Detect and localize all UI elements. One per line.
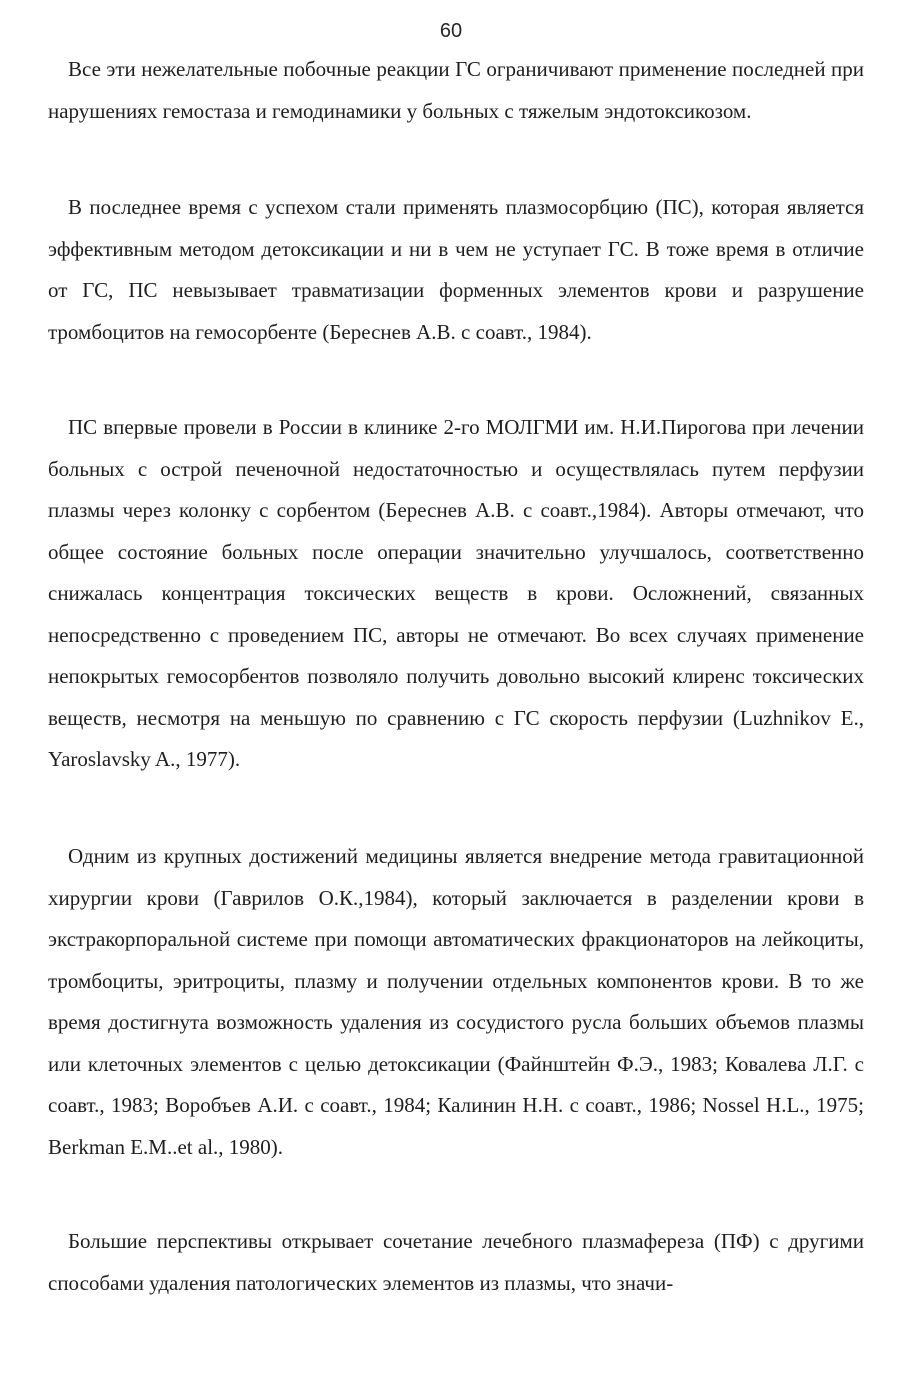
paragraph-plasmapheresis: Большие перспективы открывает сочетание лечебного плазмафереза (ПФ) с другими способами удаления патологических элементов из плазмы, что значи- [48,1229,864,1295]
paragraph-first-ps-russia: ПС впервые провели в России в клинике 2-го МОЛГМИ им. Н.И.Пирогова при лечении больных с острой печеночной недостаточностью и осуществлялась путем перфузии плазмы через колонку с сорбентом (Береснев А.В. с соавт.,1984). Авторы отмечают, что общее состояние больных после операции значительно улучшалось, соответственно снижалась концентрация токсических веществ в крови. Осложнений, связанных непосредственно с проведением ПС, авторы не отмечают. Во всех случаях применение непокрытых гемосорбентов позволяло получить довольно высокий клиренс токсических веществ, несмотря на меньшую по сравнению с ГС скорость перфузии (Luzhnikov E., Yaroslavsky A., 1977). [48,415,864,771]
page-number: 60 [439,20,463,42]
paragraph-gravitational-surgery: Одним из крупных достижений медицины является внедрение метода гравитационной хирургии крови (Гаврилов О.К.,1984), который заключается в разделении крови в экстракорпоральной системе при помощи автоматических фракционаторов на лейкоциты, тромбоциты, эритроциты, плазму и получении отдельных компонентов крови. В то же время достигнута возможность удаления из сосудистого русла больших объемов плазмы или клеточных элементов с целью детоксикации (Файнштейн Ф.Э., 1983; Ковалева Л.Г. с соавт., 1983; Воробъев А.И. с соавт., 1984; Калинин Н.Н. с соавт., 1986; Nossel H.L., 1975; Berkman E.M..et al., 1980). [48,844,864,1159]
paragraph-side-effects: Все эти нежелательные побочные реакции ГС ограничивают применение последней при нарушениях гемостаза и гемодинамики у больных с тяжелым эндотоксикозом. [48,57,864,123]
paragraph-plasmosorption: В последнее время с успехом стали применять плазмосорбцию (ПС), которая является эффективным методом детоксикации и ни в чем не уступает ГС. В тоже время в отличие от ГС, ПС невызывает травматизации форменных элементов крови и разрушение тромбоцитов на гемосорбенте (Береснев А.В. с соавт., 1984). [48,195,864,344]
